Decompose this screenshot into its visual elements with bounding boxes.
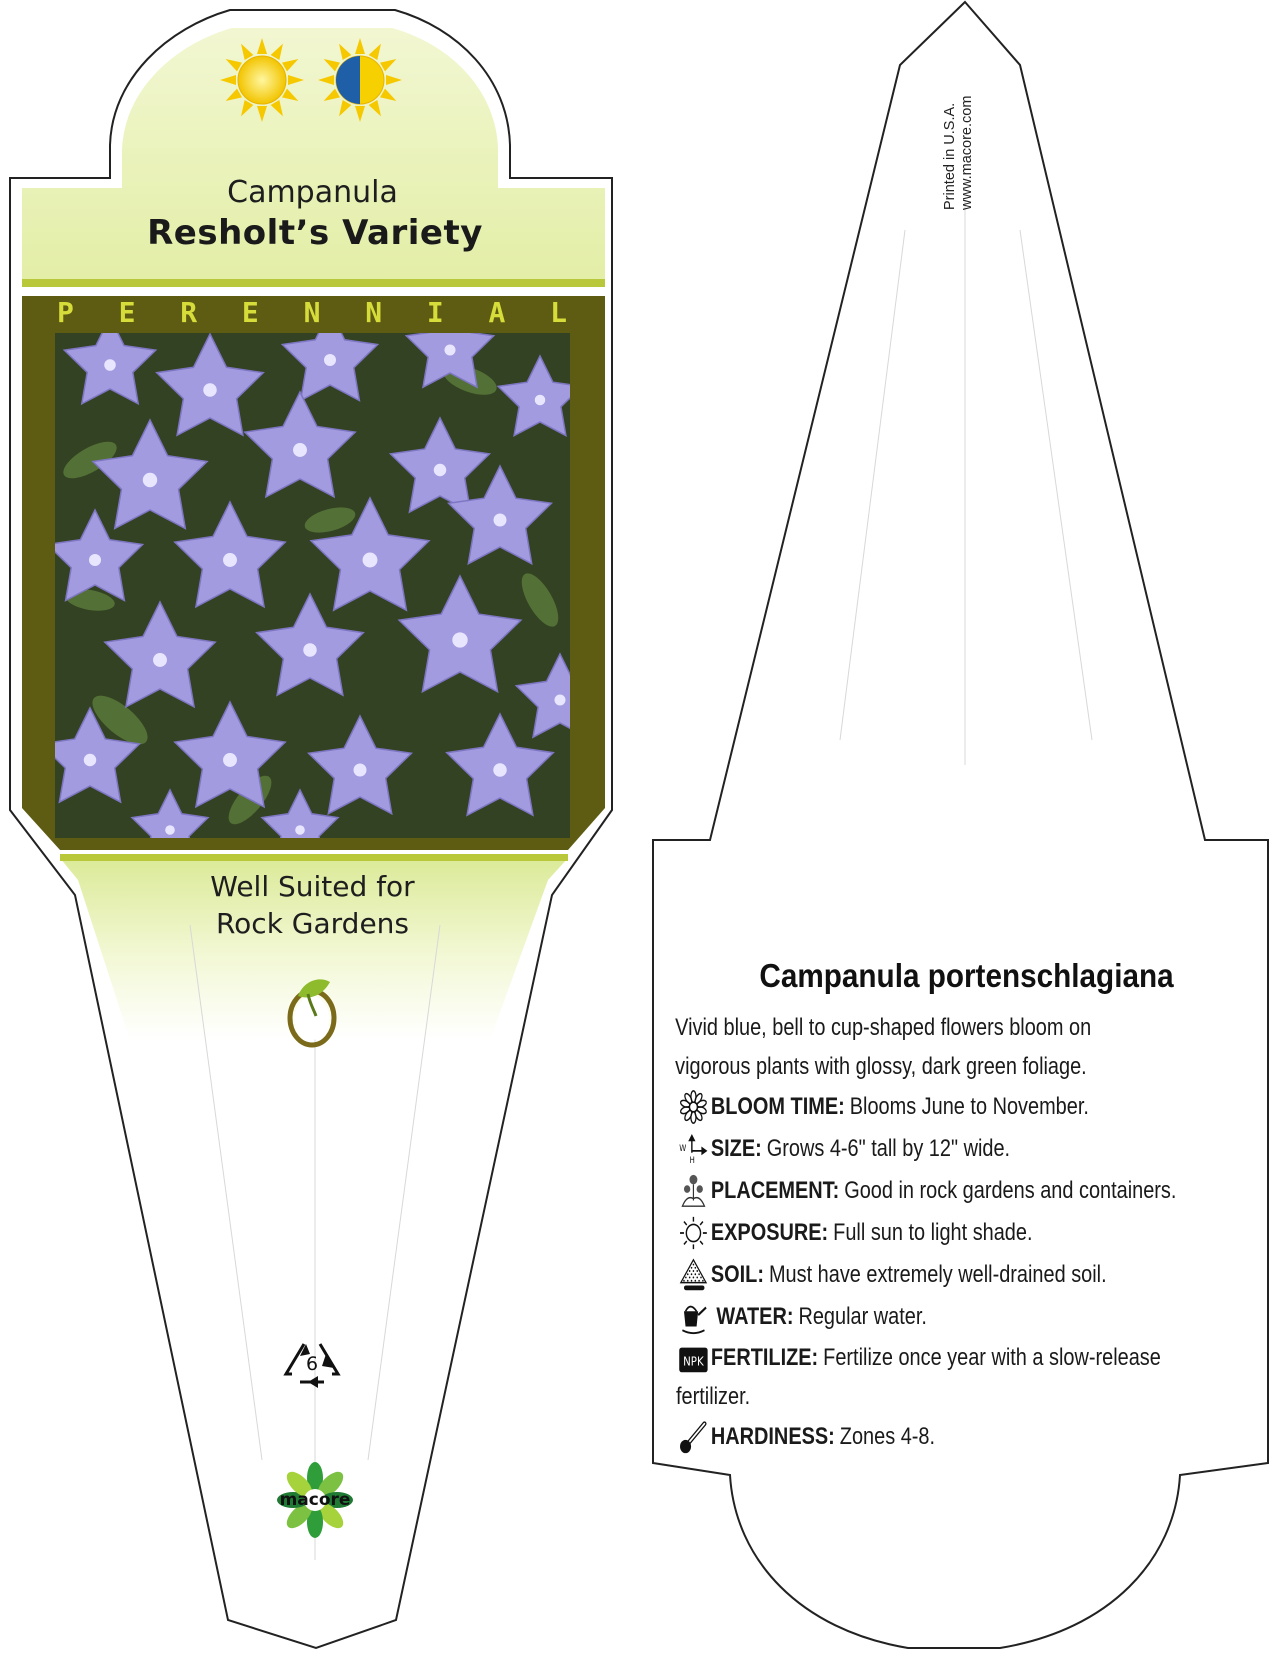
category-label <box>22 296 592 329</box>
care-row-placement <box>676 1170 1277 1212</box>
flower-icon <box>676 1086 711 1128</box>
care-row-water <box>676 1296 1277 1338</box>
care-label: SIZE: <box>710 1135 762 1162</box>
care-row-fertilize <box>676 1338 1277 1416</box>
care-text: Must have extremely well-drained soil. <box>768 1261 1107 1288</box>
care-label: SOIL: <box>710 1261 764 1288</box>
care-text-cont: fertilizer. <box>676 1383 751 1410</box>
care-label: EXPOSURE: <box>710 1219 829 1246</box>
care-text: Blooms June to November. <box>849 1093 1089 1120</box>
soil-icon <box>676 1254 711 1296</box>
printed-in: Printed in U.S.A. <box>942 102 958 210</box>
tagline-line: Well Suited for <box>210 870 415 903</box>
care-text: Regular water. <box>798 1303 927 1330</box>
description-line: vigorous plants with glossy, dark green foliage. <box>675 1053 1087 1080</box>
watering-can-icon <box>676 1296 711 1338</box>
care-label: FERTILIZE: <box>710 1344 819 1371</box>
recycle-code: 6 <box>305 1353 319 1375</box>
description-line: Vivid blue, bell to cup-shaped flowers bloom on <box>675 1014 1092 1041</box>
care-label: WATER: <box>716 1303 794 1330</box>
size-arrows-icon <box>676 1128 711 1170</box>
care-row-soil <box>676 1254 1277 1296</box>
care-row-size <box>676 1128 1277 1170</box>
tagline <box>60 868 565 942</box>
care-text: Grows 4-6" tall by 12" wide. <box>766 1135 1011 1162</box>
brand-name: macore <box>279 1490 351 1510</box>
sun-icon <box>676 1212 711 1254</box>
category-letter: N <box>303 296 321 329</box>
plant-name: Campanula <box>227 175 398 210</box>
category-letter: E <box>118 296 136 329</box>
category-letter: P <box>57 296 74 329</box>
care-text: Full sun to light shade. <box>833 1219 1033 1246</box>
category-letter: R <box>180 296 198 329</box>
thermometer-icon <box>676 1416 711 1458</box>
category-letter: N <box>365 296 383 329</box>
svg-text:H: H <box>689 1155 695 1166</box>
print-info <box>942 96 976 210</box>
care-label: HARDINESS: <box>710 1423 835 1450</box>
category-letter: A <box>488 296 506 329</box>
tagline-line: Rock Gardens <box>215 907 410 940</box>
care-text: Zones 4-8. <box>839 1423 936 1450</box>
care-row-bloom <box>676 1086 1277 1128</box>
botanical-name: Campanula portenschlagiana <box>759 957 1174 994</box>
care-info <box>676 1008 1277 1458</box>
care-row-exposure <box>676 1212 1277 1254</box>
care-text: Good in rock gardens and containers. <box>844 1177 1177 1204</box>
svg-text:W: W <box>679 1143 687 1154</box>
care-row-hardiness <box>676 1416 1277 1458</box>
category-letter: E <box>241 296 259 329</box>
placement-icon <box>676 1170 711 1212</box>
care-label: BLOOM TIME: <box>710 1093 845 1120</box>
svg-text:NPK: NPK <box>683 1353 704 1369</box>
variety-name: Resholt’s Variety <box>147 213 483 253</box>
npk-icon <box>676 1338 711 1380</box>
website: www.macore.com <box>959 95 975 210</box>
category-letter: L <box>550 296 567 329</box>
category-letter: I <box>426 296 444 329</box>
care-label: PLACEMENT: <box>710 1177 840 1204</box>
description <box>675 1008 1277 1086</box>
care-text: Fertilize once year with a slow-release <box>823 1344 1161 1371</box>
